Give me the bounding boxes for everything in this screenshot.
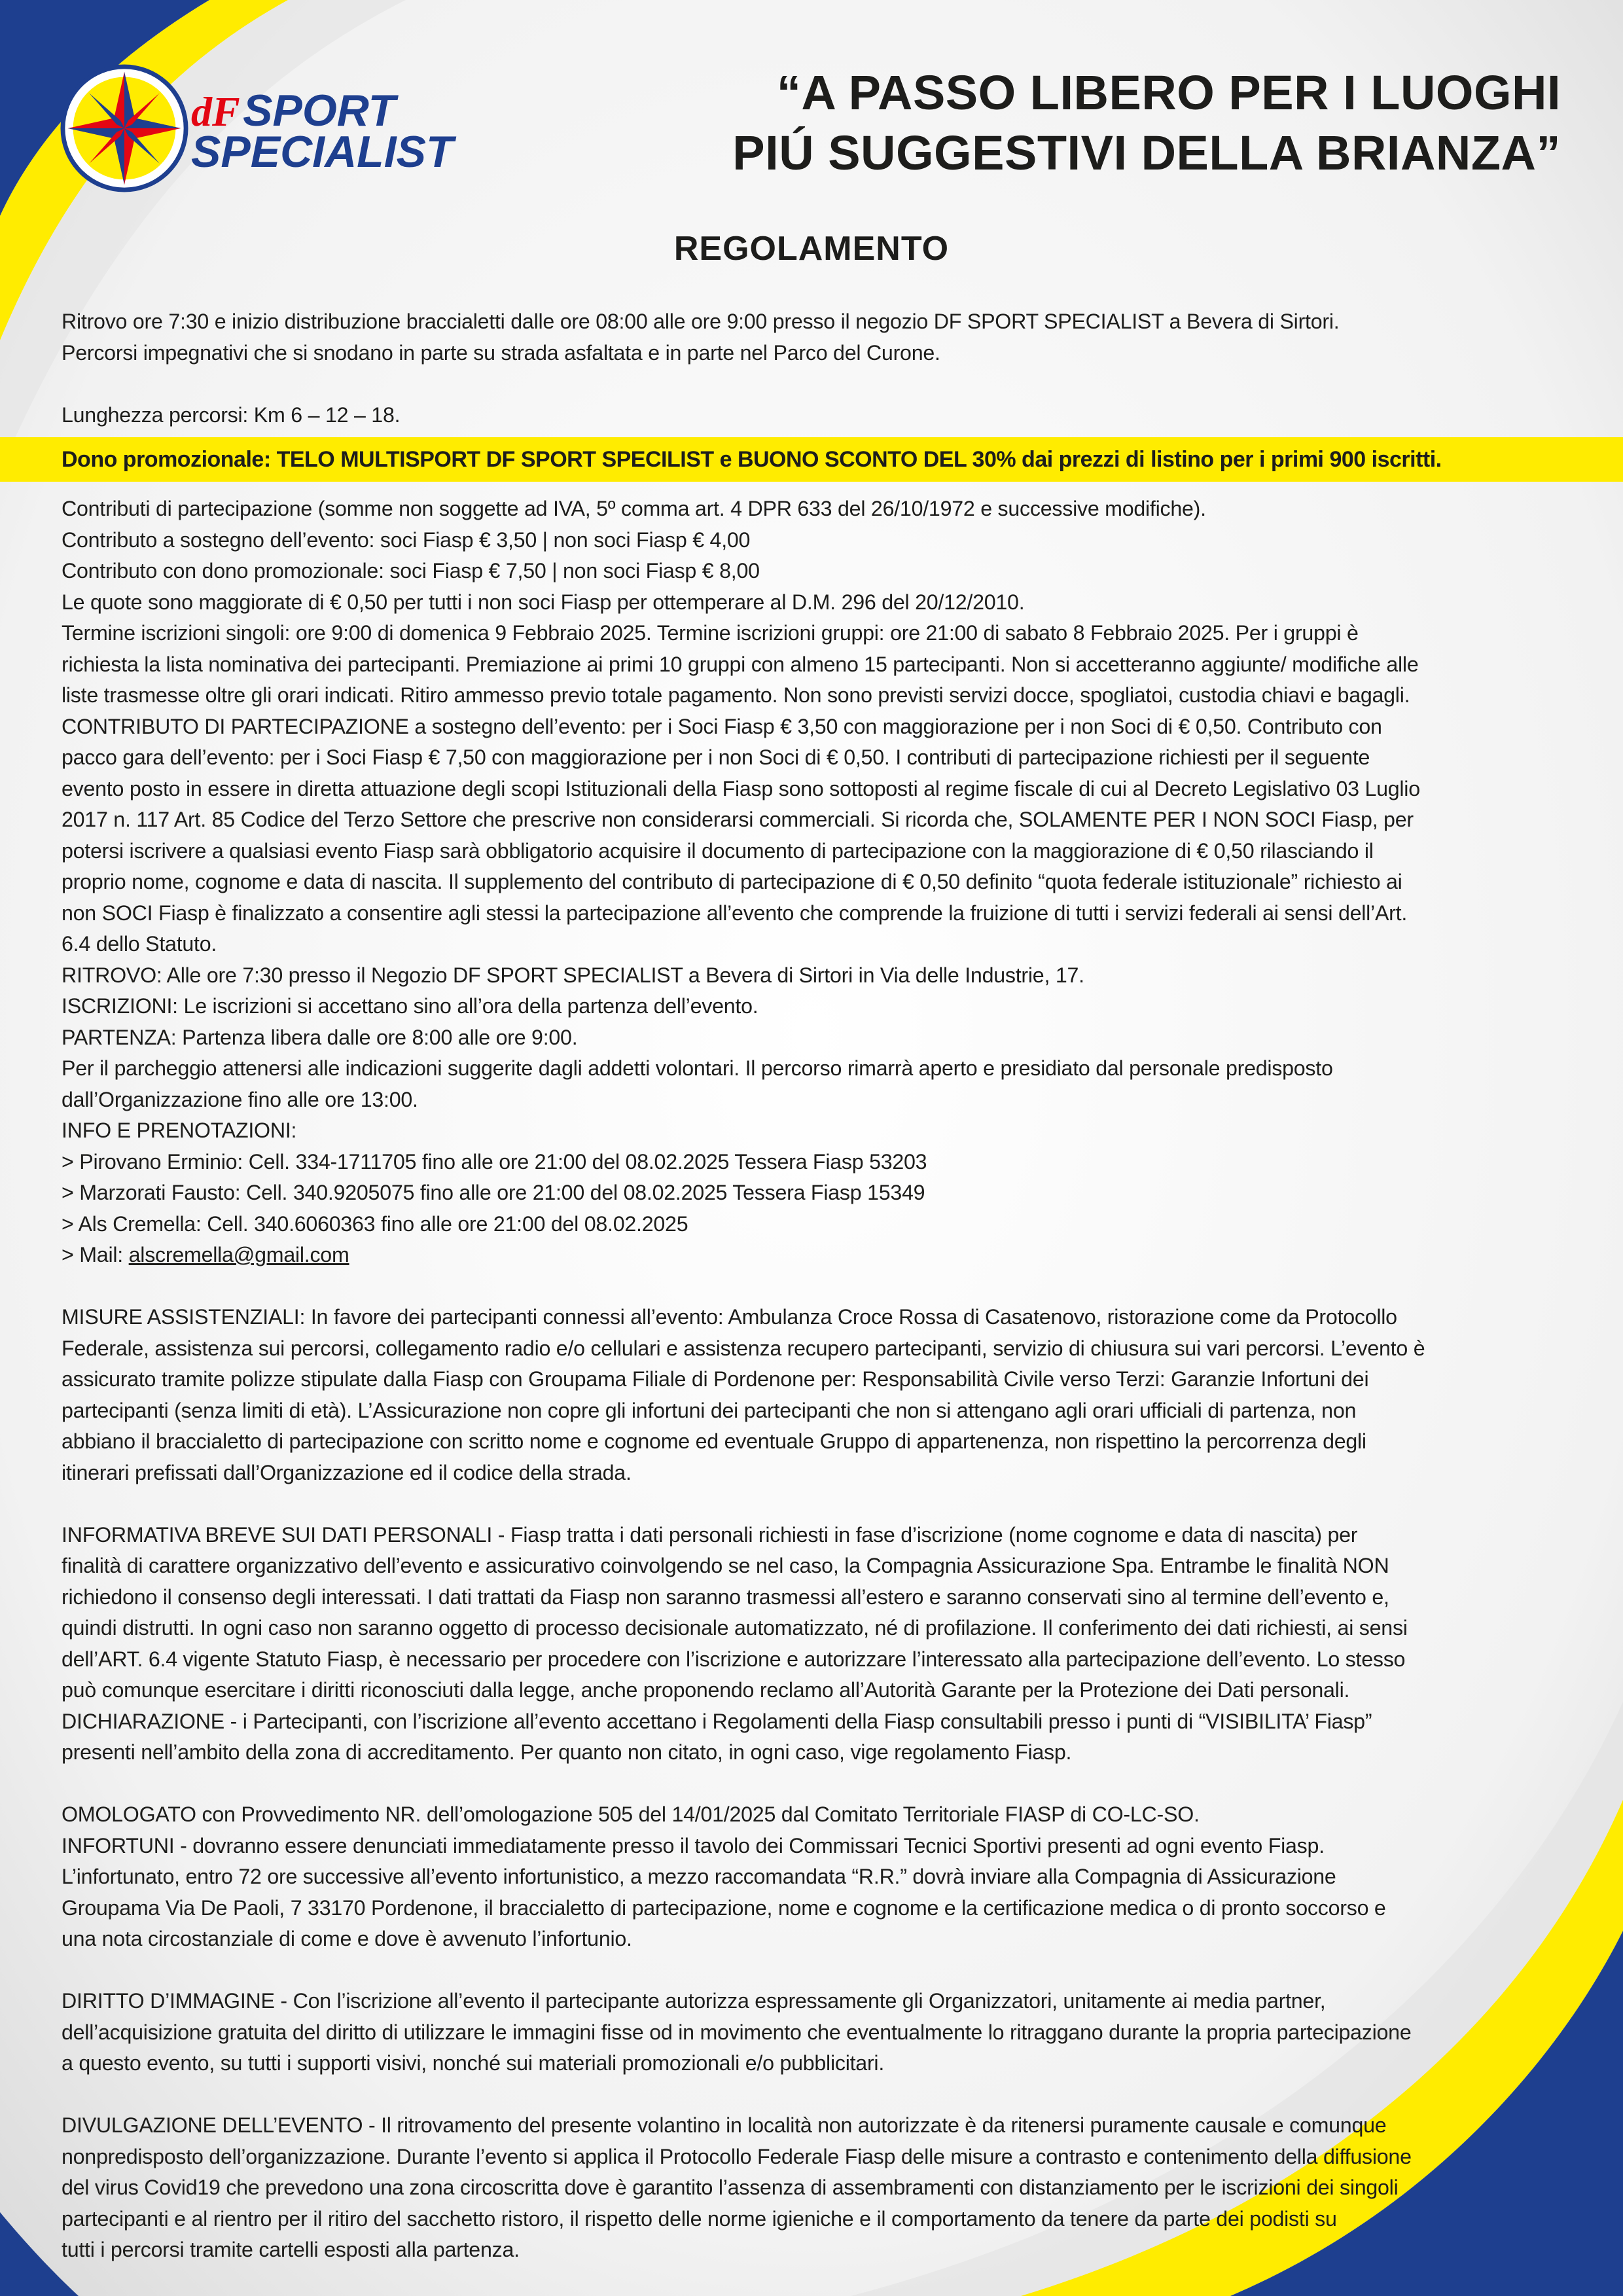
image-rights-line: dell’acquisizione gratuita del diritto di utilizzare le immagini fisse od in movimento che eventualmente lo ritraggano durante la propria partecipazione: [62, 2020, 1412, 2044]
omologato-line: OMOLOGATO con Provvedimento NR. dell’omologazione 505 del 14/01/2025 dal Comitato Territoriale FIASP di CO-LC-SO.: [62, 1803, 1200, 1826]
logo-line2: SPECIALIST: [191, 126, 454, 177]
disclosure-line: partecipanti e al rientro per il ritiro del sacchetto ristoro, il rispetto delle norme igieniche e il comportamento da tenere da parte dei podisti su: [62, 2206, 1337, 2231]
assistance-line: MISURE ASSISTENZIALI: In favore dei partecipanti connessi all’evento: Ambulanza Croce Rossa di Casatenovo, ristorazione come da Protocollo: [62, 1305, 1397, 1329]
promo-text: Dono promozionale: TELO MULTISPORT DF SPORT SPECILIST e BUONO SCONTO DEL 30% dai prezzi di listino per i primi 900 iscritti.: [62, 447, 1442, 472]
brand-logo: [60, 64, 454, 195]
body-line: INFO E PRENOTAZIONI:: [62, 1119, 297, 1142]
body-line: CONTRIBUTO DI PARTECIPAZIONE a sostegno dell’evento: per i Soci Fiasp € 3,50 con maggiorazione per i non Soci di € 0,50. Contributo con: [62, 714, 1382, 738]
intro-line: Lunghezza percorsi: Km 6 – 12 – 18.: [62, 403, 401, 427]
mail-link[interactable]: alscremella@gmail.com: [128, 1243, 349, 1266]
body-line: dall’Organizzazione fino alle ore 13:00.: [62, 1087, 418, 1111]
compass-star-icon: [60, 64, 188, 192]
omologato-line: L’infortunato, entro 72 ore successive all’evento infortunistico, a mezzo raccomandata “R.R.” dovrà inviare alla Compagnia di Assicurazione: [62, 1865, 1336, 1888]
privacy-line: DICHIARAZIONE - i Partecipanti, con l’iscrizione all’evento accettano i Regolamenti della Fiasp consultabili presso i punti di “VISIBILITA’ Fiasp”: [62, 1709, 1372, 1733]
contact-line: > Marzorati Fausto: Cell. 340.9205075 fino alle ore 21:00 del 08.02.2025 Tessera Fiasp 15349: [62, 1181, 925, 1204]
body-line: RITROVO: Alle ore 7:30 presso il Negozio DF SPORT SPECIALIST a Bevera di Sirtori in Via delle Industrie, 17.: [62, 963, 1084, 987]
assistance-line: assicurato tramite polizze stipulate dalla Fiasp con Groupama Filiale di Pordenone per: Responsabilità Civile verso Terzi: Garanzie Infortuni dei: [62, 1367, 1369, 1391]
privacy-line: dell’ART. 6.4 vigente Statuto Fiasp, è necessario per procedere con l’iscrizione e autorizzare l’interessato alla partecipazione dell’evento. Lo stesso: [62, 1647, 1406, 1671]
logo-prefix: dF: [191, 88, 240, 135]
body-line: non SOCI Fiasp è finalizzato a consentire agli stessi la partecipazione all’evento che comprende la fruizione di tutti i servizi federali ai sensi dell’Art.: [62, 901, 1408, 925]
page-title: REGOLAMENTO: [673, 230, 950, 268]
intro-line: Percorsi impegnativi che si snodano in parte su strada asfaltata e in parte nel Parco del Curone.: [62, 340, 940, 365]
assistance-line: partecipanti (senza limiti di età). L’Assicurazione non copre gli infortuni dei partecipanti che non si attengano agli orari ufficiali di partenza, non: [62, 1398, 1357, 1422]
privacy-line: richiedono il consenso degli interessati. I dati trattati da Fiasp non saranno trasmessi all’estero e saranno conservati sino al termine dell’evento e,: [62, 1585, 1389, 1609]
disclosure-line: del virus Covid19 che prevedono una zona circoscritta dove è garantito l’assenza di assembramenti con distanziamento per le iscrizioni dei singoli: [62, 2176, 1399, 2199]
contact-line: > Als Cremella: Cell. 340.6060363 fino alle ore 21:00 del 08.02.2025: [62, 1211, 688, 1236]
body-line: potersi iscrivere a qualsiasi evento Fiasp sarà obbligatorio acquisire il documento di partecipazione con la maggiorazione di € 0,50 rilasciando il: [62, 838, 1374, 863]
body-line: liste trasmesse oltre gli orari indicati. Ritiro ammesso previo totale pagamento. Non sono previsti servizi docce, spogliatoi, custodia chiavi e bagagli.: [62, 683, 1410, 707]
assistance-line: abbiano il braccialetto di partecipazione con scritto nome e cognome ed eventuale Gruppo di appartenenza, non rispettino la percorrenza degli: [62, 1429, 1366, 1453]
disclosure-line: tutti i percorsi tramite cartelli esposti alla partenza.: [62, 2238, 520, 2261]
body-line: proprio nome, cognome e data di nascita. Il supplemento del contributo di partecipazione di € 0,50 definito “quota federale istituzionale” richiesto ai: [62, 870, 1402, 893]
contact-line: > Pirovano Erminio: Cell. 334-1711705 fino alle ore 21:00 del 08.02.2025 Tessera Fiasp 53203: [62, 1149, 927, 1174]
body-line: Contributi di partecipazione (somme non soggette ad IVA, 5º comma art. 4 DPR 633 del 26/10/1972 e successive modifiche).: [62, 497, 1206, 520]
mail-prefix: > Mail:: [62, 1243, 129, 1266]
body-line: 2017 n. 117 Art. 85 Codice del Terzo Settore che prescrive non considerarsi commerciali. Si ricorda che, SOLAMENTE PER I NON SOCI Fiasp, per: [62, 808, 1414, 831]
assistance-line: Federale, assistenza sui percorsi, collegamento radio e/o cellulari e assistenza recupero partecipanti, servizio di chiusura sui vari percorsi. L’evento è: [62, 1336, 1425, 1360]
logo-wordmark: [191, 86, 454, 177]
image-rights-line: DIRITTO D’IMMAGINE - Con l’iscrizione all’evento il partecipante autorizza espressamente gli Organizzatori, unitamente ai media partner,: [62, 1989, 1326, 2013]
logo-line1: SPORT: [243, 86, 396, 135]
mail-line: [62, 1240, 1567, 1271]
headline-line2: PIÚ SUGGESTIVI DELLA BRIANZA”: [732, 126, 1561, 180]
rules-body: [62, 493, 1567, 2266]
privacy-line: INFORMATIVA BREVE SUI DATI PERSONALI - Fiasp tratta i dati personali richiesti in fase d’iscrizione (nome cognome e data di nascita) per: [62, 1522, 1358, 1547]
intro-line: Ritrovo ore 7:30 e inizio distribuzione braccialetti dalle ore 08:00 alle ore 9:00 presso il negozio DF SPORT SPECIALIST a Bevera di Sirtori.: [62, 310, 1340, 333]
privacy-line: può comunque esercitare i diritti riconosciuti dalla legge, anche proponendo reclamo all’Autorità Garante per la Protezione dei Dati personali.: [62, 1678, 1350, 1702]
body-line: richiesta la lista nominativa dei partecipanti. Premiazione ai primi 10 gruppi con almeno 15 partecipanti. Non si accetteranno aggiunte/ modifiche alle: [62, 652, 1419, 676]
body-line: ISCRIZIONI: Le iscrizioni si accettano sino all’ora della partenza dell’evento.: [62, 994, 758, 1018]
intro-section: [62, 306, 1567, 431]
body-line: pacco gara dell’evento: per i Soci Fiasp € 7,50 con maggiorazione per i non Soci di € 0,50. I contributi di partecipazione richiesti per il seguente: [62, 745, 1370, 769]
body-line: PARTENZA: Partenza libera dalle ore 8:00 alle ore 9:00.: [62, 1025, 578, 1049]
body-line: Per il parcheggio attenersi alle indicazioni suggerite dagli addetti volontari. Il percorso rimarrà aperto e presidiato dal personale predisposto: [62, 1056, 1333, 1080]
body-line: evento posto in essere in diretta attuazione degli scopi Istituzionali della Fiasp sono sottoposti al regime fiscale di cui al Decreto Legislativo 03 Luglio: [62, 776, 1420, 800]
omologato-line: Groupama Via De Paoli, 7 33170 Pordenone, il braccialetto di partecipazione, nome e cognome e la certificazione medica o di pronto soccorso e: [62, 1895, 1386, 1920]
assistance-line: itinerari prefissati dall’Organizzazione ed il codice della strada.: [62, 1460, 632, 1484]
privacy-line: quindi distrutti. In ogni caso non saranno oggetto di processo decisionale automatizzato, né di profilazione. Il conferimento dei dati richiesti, ai sensi: [62, 1616, 1408, 1640]
body-line: 6.4 dello Statuto.: [62, 932, 217, 956]
body-line: Le quote sono maggiorate di € 0,50 per tutti i non soci Fiasp per ottemperare al D.M. 296 del 20/12/2010.: [62, 590, 1025, 614]
headline: [579, 63, 1561, 183]
image-rights-line: a questo evento, su tutti i supporti visivi, nonché sui materiali promozionali e/o pubblicitari.: [62, 2051, 885, 2075]
disclosure-line: nonpredisposto dell’organizzazione. Durante l’evento si applica il Protocollo Federale Fiasp delle misure a contrasto e contenimento della diffusione: [62, 2144, 1412, 2168]
disclosure-line: DIVULGAZIONE DELL’EVENTO - Il ritrovamento del presente volantino in località non autorizzate è da ritenersi puramente causale e comunque: [62, 2113, 1387, 2137]
body-line: Contributo con dono promozionale: soci Fiasp € 7,50 | non soci Fiasp € 8,00: [62, 559, 760, 583]
body-line: Contributo a sostegno dell’evento: soci Fiasp € 3,50 | non soci Fiasp € 4,00: [62, 528, 751, 552]
omologato-line: una nota circostanziale di come e dove è avvenuto l’infortunio.: [62, 1927, 632, 1950]
body-line: Termine iscrizioni singoli: ore 9:00 di domenica 9 Febbraio 2025. Termine iscrizioni gruppi: ore 21:00 di sabato 8 Febbraio 2025. Per i gruppi è: [62, 621, 1359, 645]
privacy-line: presenti nell’ambito della zona di accreditamento. Per quanto non citato, in ogni caso, vige regolamento Fiasp.: [62, 1740, 1072, 1764]
headline-line1: “A PASSO LIBERO PER I LUOGHI: [776, 65, 1561, 120]
privacy-line: finalità di carattere organizzativo dell’evento e assicurativo coinvolgendo se nel caso, la Compagnia Assicurazione Spa. Entrambe le finalità NON: [62, 1554, 1389, 1577]
omologato-line: INFORTUNI - dovranno essere denunciati immediatamente presso il tavolo dei Commissari Tecnici Sportivi presenti ad ogni evento Fiasp.: [62, 1833, 1325, 1857]
